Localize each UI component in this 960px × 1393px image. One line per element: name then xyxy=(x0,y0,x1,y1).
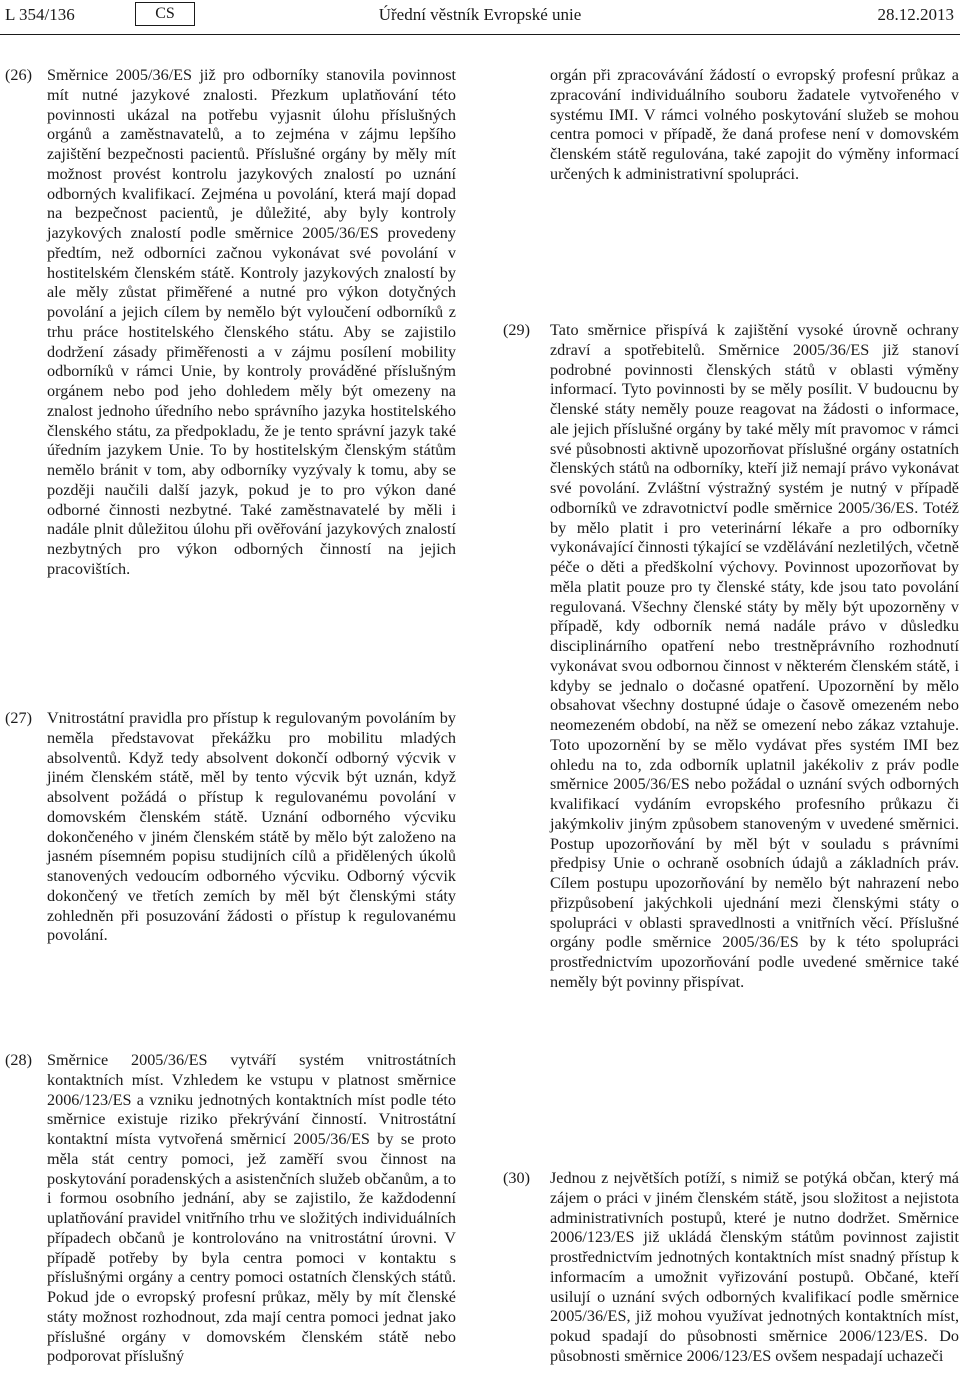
recital-number: (26) xyxy=(5,66,32,84)
publication-date: 28.12.2013 xyxy=(877,5,954,24)
header-rule xyxy=(0,34,960,35)
recital-number: (30) xyxy=(503,1169,530,1187)
recital-text: Vnitrostátní pravidla pro přístup k regulovaným povoláním by neměla představovat překážku pro mobilitu mladých absolventů. Když tedy absolvent dokončí odborný výcvik v jiném členském státě, měl by tento výcvik být uznán, když absolvent požádá o přístup k regulovanému povolání v domovském členském státě. Uznání odborného výcviku dokončeného v jiném členském státě by mělo být založeno na jasném písemném popisu studijních cílů a přidělených úkolů stanovených vedoucím odborného výcviku. Odborný výcvik dokončený ve třetích zemích by měl být členskými státy zohledněn při posuzování žádosti o přístup k regulovanému povolání. xyxy=(47,709,456,945)
recital-number: (29) xyxy=(503,321,530,339)
recital-number: (28) xyxy=(5,1051,32,1069)
recital-text: Jednou z největších potíží, s nimiž se potýká občan, který má zájem o práci v jiném členském státě, jsou složitost a nejistota administrativních postupů, které je nutno dodržet. Směrnice 2006/123/ES již ukládá členským státům povinnost zajistit prostřednictvím jednotných kontaktních míst snadný přístup k informacím a umožnit vyřizování postupů. Občané, kteří usilují o uznání svých odborných kvalifikací podle směrnice 2005/36/ES, již mohou využívat jednotných kontaktních míst, pokud spadají do působnosti směrnice 2006/123/ES. Do působnosti směrnice 2006/123/ES ovšem nespadají uchazeči xyxy=(550,1169,959,1365)
recital-text: Tato směrnice přispívá k zajištění vysoké úrovně ochrany zdraví a spotřebitelů. Směrnice 2005/36/ES již stanoví podrobné povinnosti členských států v oblasti výměny informací. Tyto povinnosti by se měly posílit. V budoucnu by členské státy neměly pouze reagovat na žádosti o informace, ale jejich příslušné orgány by také měly mít pravomoc v rámci své působnosti aktivně upozorňovat příslušné orgány ostatních členských států na odborníky, kteří již nemají právo vykonávat své povolání. Zvláštní výstražný systém je nutný v případě odborníků ve zdravotnictví podle směrnice 2005/36/ES. Totéž by mělo platit i pro veterinární lékaře a pro odborníky vykonávající činnosti týkající se vzdělávání nezletilých, včetně péče o děti a předškolní výchovy. Povinnost upozorňovat by měla platit pouze pro ty členské státy, kde jsou tato povolání regulovaná. Všechny členské státy by měly být upozorněny v případě, kdy odborník nemá nadále právo v důsledku disciplinárního opatření nebo trestněprávního rozhodnutí vykonávat svou odbornou činnost v některém členském státě, i kdyby se jednalo o dočasné opatření. Upozornění by mělo obsahovat všechny dostupné údaje o časově omezeném nebo neomezeném období, na něž se omezení nebo zákaz vztahuje. Toto upozornění by se mělo vydávat přes systém IMI bez ohledu na to, zda odborník uplatnil jakékoliv z práv podle směrnice 2005/36/ES nebo požádal o uznání svých odborných kvalifikací vydáním evropského profesního průkazu či jakýmkoliv jiným způsobem stanoveným v uvedené směrnici. Postup upozorňování by měl být v souladu s právními předpisy Unie o ochraně osobních údajů a základních práv. Cílem postupu upozorňování by nemělo být nahrazení nebo přizpůsobení jakýchkoli ujednání mezi členskými státy o spolupráci v oblasti spravedlnosti a vnitřních věcí. Příslušné orgány podle směrnice 2005/36/ES by k této spolupráci prostřednictvím upozorňování podle uvedené směrnice také neměly být povinny přispívat. xyxy=(550,321,959,991)
page-header xyxy=(0,0,960,34)
recital-text: Směrnice 2005/36/ES vytváří systém vnitrostátních kontaktních míst. Vzhledem ke vstupu v platnost směrnice 2006/123/ES a vzniku jednotných kontaktních míst podle této směrnice existuje riziko překrývání činností. Vnitrostátní kontaktní místa vytvořená směrnicí 2005/36/ES by se proto měla stát centry pomoci, jež zaměří svou činnost na poskytování poradenských a asistenčních služeb občanům, a to i formou osobního jednání, aby se zajistilo, že každodenní uplatňování pravidel vnitřního trhu ve složitých individuálních případech občanů je kontrolováno na vnitrostátní úrovni. V případě potřeby by byla centra pomoci v kontaktu s příslušnými orgány a centry pomoci ostatních členských států. Pokud jde o evropský profesní průkaz, měly by mít členské státy možnost rozhodnout, zda mají centra pomoci jednat jako příslušné orgány v domovském členském státě nebo podporovat příslušný xyxy=(47,1051,456,1366)
language-code-box: CS xyxy=(135,2,195,26)
recital-number: (27) xyxy=(5,709,32,727)
recital-text: Směrnice 2005/36/ES již pro odborníky stanovila povinnost mít nutné jazykové znalosti. Přezkum uplatňování této povinnosti ukázal na potřebu vyjasnit úlohu příslušných orgánů a zaměstnavatelů, a to zejména v zájmu lepšího zajištění bezpečnosti pacientů. Příslušné orgány by měly mít možnost provést kontrolu jazykových znalostí po uznání odborných kvalifikací. Zejména u povolání, která mají dopad na bezpečnost pacientů, je důležité, aby byly kontroly jazykových znalostí podle směrnice 2005/36/ES provedeny předtím, než odborníci začnou vykonávat své povolání v hostitelském členském státě. Kontroly jazykových znalostí by ale měly zůstat přiměřené a nutné pro výkon dotyčných povolání a jejich cílem by nemělo být vyloučení odborníků z trhu práce hostitelského členského státu. Aby se zajistilo dodržení zásady přiměřenosti a v zájmu posílení mobility odborníků v rámci Unie, by kontroly prováděné příslušným orgánem nebo pod jeho dohledem měly být omezeny na znalost jednoho úředního nebo správního jazyka hostitelského členského státu, za předpokladu, že je tento správní jazyk také úředním jazykem Unie. To by hostitelským členským státům nemělo bránit v tom, aby odborníky vyzývaly k tomu, aby se později naučili další jazyk, pokud je to pro výkon dané odborné činnosti nezbytné. Také zaměstnavatelé by měli i nadále plnit důležitou úlohu při ověřování jazykových znalostí nezbytných pro výkon odborných činností na jejich pracovištích. xyxy=(47,66,456,578)
recital-text: orgán při zpracovávání žádostí o evropský profesní průkaz a zpracování individuálního souboru žadatele vytvořeného v systému IMI. V rámci volného poskytování služeb se mohou centra pomoci v případě, že daná profese není v domovském členském státě regulována, také zapojit do výměny informací určených k administrativní spolupráci. xyxy=(550,66,959,183)
journal-title: Úřední věstník Evropské unie xyxy=(378,5,582,24)
page-reference: L 354/136 xyxy=(5,5,75,24)
